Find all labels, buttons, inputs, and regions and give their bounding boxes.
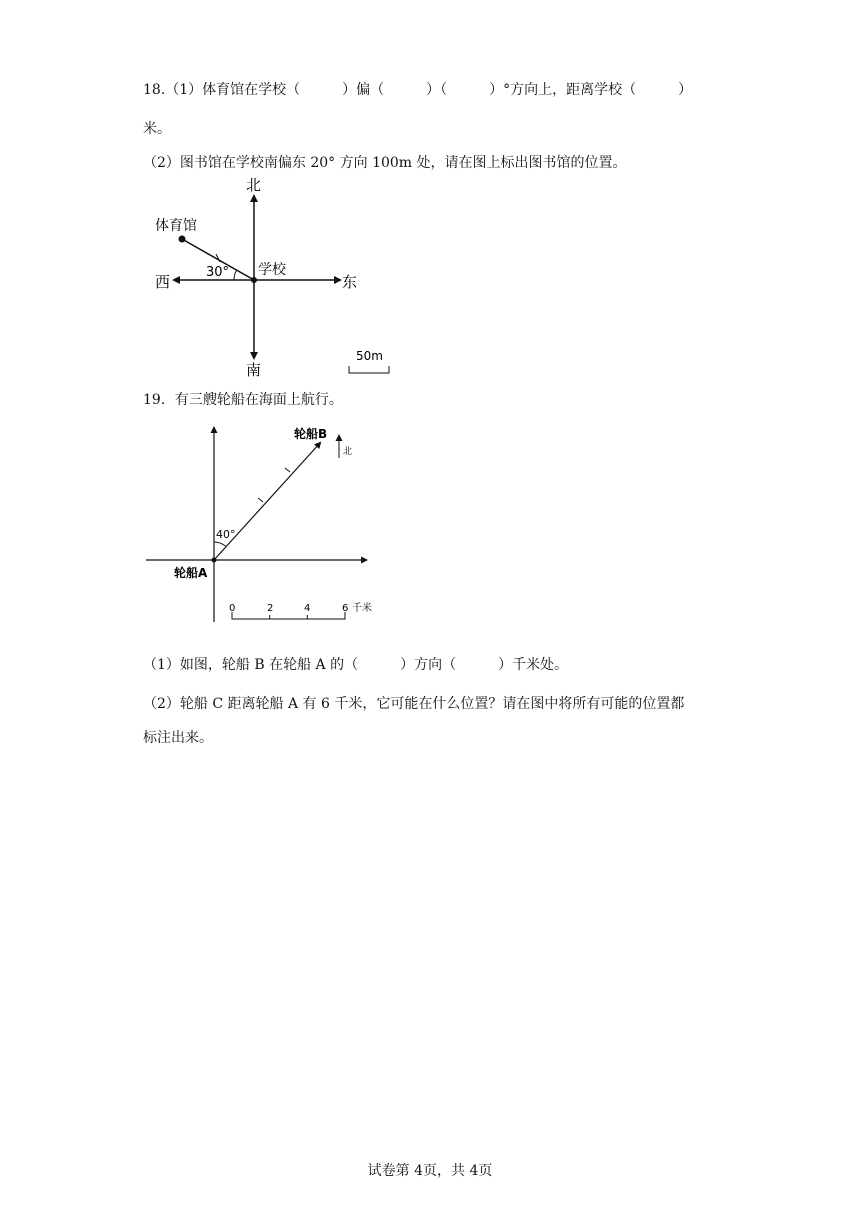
q19-sub2-line2: 标注出来。: [143, 730, 213, 746]
scale-bar: [349, 366, 389, 373]
q18-part1-continuation: 米。: [143, 121, 171, 137]
ship-a-label: 轮船A: [174, 566, 208, 580]
north-indicator-label: 北: [343, 447, 353, 457]
q19-sub2-line1: （2）轮船 C 距离轮船 A 有 6 千米，它可能在什么位置？请在图中将所有可能的位置都: [143, 696, 685, 712]
north-label: 北: [246, 176, 262, 194]
gym-point: [179, 236, 186, 243]
q18-part1-line: 18.（1）体育馆在学校（ ）偏（ ）（ ）°方向上，距离学校（ ）: [143, 82, 693, 98]
q19-sub1: （1）如图，轮船 B 在轮船 A 的（ ）方向（ ）千米处。: [143, 657, 569, 673]
scale-label: 50m: [356, 349, 383, 363]
q19-ship-diagram: [140, 420, 390, 630]
school-point: [251, 277, 257, 283]
angle-label: 30°: [206, 265, 230, 280]
angle-arc-40: [214, 542, 226, 546]
scale-tick-2: 2: [267, 603, 274, 614]
angle-40-label: 40°: [216, 528, 236, 541]
ship-a-point: [212, 558, 217, 563]
ship-b-label: 轮船B: [294, 427, 328, 441]
angle-arc: [234, 270, 237, 280]
scale-tick-6: 6: [342, 603, 349, 614]
scale-tick-4: 4: [304, 603, 311, 614]
page-footer: 试卷第 4页，共 4页: [367, 1163, 493, 1179]
q18-compass-diagram: [140, 170, 420, 382]
q18-part2-line: （2）图书馆在学校南偏东 20° 方向 100m 处，请在图上标出图书馆的位置。: [143, 155, 627, 171]
ab-line: [214, 443, 320, 560]
south-label: 南: [246, 361, 262, 379]
west-label: 西: [155, 273, 171, 291]
east-label: 东: [342, 273, 358, 291]
gym-label: 体育馆: [155, 218, 197, 234]
school-label: 学校: [258, 262, 286, 278]
scale-tick-0: 0: [229, 603, 236, 614]
scale-ruler: [232, 612, 345, 619]
q19-title: 19．有三艘轮船在海面上航行。: [143, 392, 343, 408]
scale-unit: 千米: [352, 603, 372, 614]
